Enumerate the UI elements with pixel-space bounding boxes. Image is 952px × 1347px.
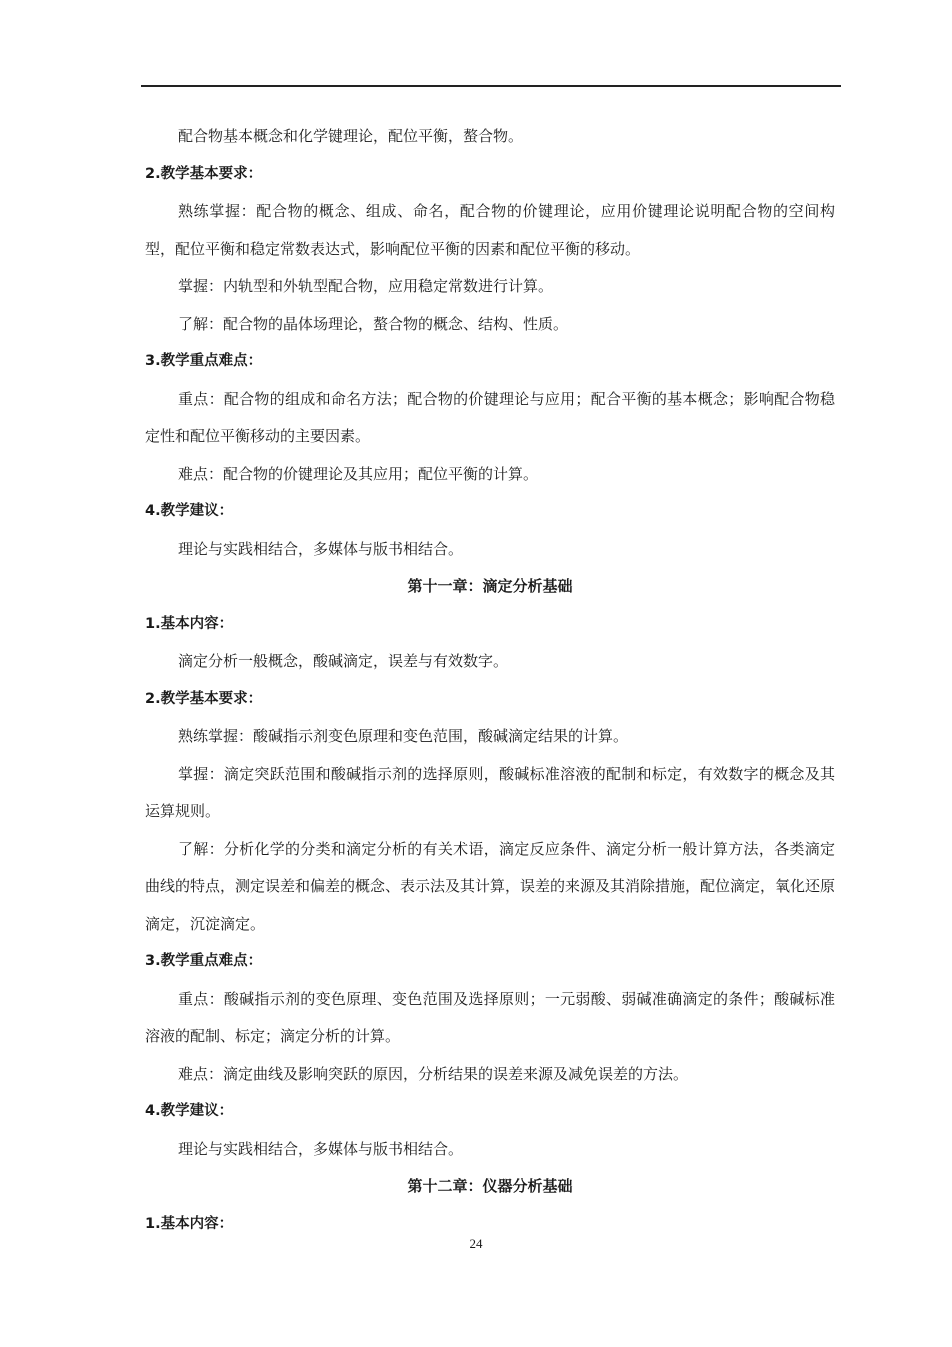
paragraph: 重点：配合物的组成和命名方法；配合物的价键理论与应用；配合平衡的基本概念；影响配合物稳定性和配位平衡移动的主要因素。 bbox=[145, 389, 835, 445]
paragraph: 滴定分析一般概念，酸碱滴定，误差与有效数字。 bbox=[178, 652, 509, 670]
paragraph: 了解：配合物的晶体场理论，螯合物的概念、结构、性质。 bbox=[178, 314, 569, 333]
section-heading: 3.教学重点难点： bbox=[145, 953, 263, 969]
paragraph: 掌握：内轨型和外轨型配合物，应用稳定常数进行计算。 bbox=[178, 277, 554, 295]
section-heading: 1.基本内容： bbox=[145, 615, 234, 632]
section-heading: 2.教学基本要求： bbox=[145, 165, 263, 182]
paragraph: 掌握：滴定突跃范围和酸碱指示剂的选择原则，酸碱标准溶液的配制和标定，有效数字的概念及其运算规则。 bbox=[145, 764, 835, 820]
paragraph: 熟练掌握：酸碱指示剂变色原理和变色范围，酸碱滴定结果的计算。 bbox=[178, 727, 629, 745]
section-heading: 4.教学建议： bbox=[145, 503, 234, 519]
section-heading: 1.基本内容： bbox=[145, 1215, 234, 1232]
paragraph: 理论与实践相结合，多媒体与版书相结合。 bbox=[178, 1139, 464, 1158]
chapter-title: 第十二章：仪器分析基础 bbox=[407, 1177, 573, 1195]
section-heading: 4.教学建议： bbox=[145, 1103, 234, 1119]
header-rule bbox=[141, 85, 841, 87]
paragraph: 难点：滴定曲线及影响突跃的原因，分析结果的误差来源及减免误差的方法。 bbox=[178, 1064, 689, 1083]
paragraph: 配合物基本概念和化学键理论，配位平衡，螯合物。 bbox=[178, 127, 524, 145]
section-heading: 2.教学基本要求： bbox=[145, 690, 263, 707]
paragraph: 熟练掌握：配合物的概念、组成、命名，配合物的价键理论，应用价键理论说明配合物的空间构型，配位平衡和稳定常数表达式，影响配位平衡的因素和配位平衡的移动。 bbox=[145, 202, 835, 258]
document-body bbox=[145, 118, 835, 1243]
paragraph: 难点：配合物的价键理论及其应用；配位平衡的计算。 bbox=[178, 464, 539, 483]
page-number: 24 bbox=[469, 1236, 483, 1251]
section-heading: 3.教学重点难点： bbox=[145, 353, 263, 369]
paragraph: 重点：酸碱指示剂的变色原理、变色范围及选择原则；一元弱酸、弱碱准确滴定的条件；酸碱标准溶液的配制、标定；滴定分析的计算。 bbox=[145, 989, 835, 1045]
chapter-title: 第十一章：滴定分析基础 bbox=[407, 577, 573, 595]
paragraph: 了解：分析化学的分类和滴定分析的有关术语，滴定反应条件、滴定分析一般计算方法，各类滴定曲线的特点，测定误差和偏差的概念、表示法及其计算，误差的来源及其消除措施，配位滴定，氧化还原滴定，沉淀滴定。 bbox=[145, 839, 836, 933]
paragraph: 理论与实践相结合，多媒体与版书相结合。 bbox=[178, 539, 464, 558]
